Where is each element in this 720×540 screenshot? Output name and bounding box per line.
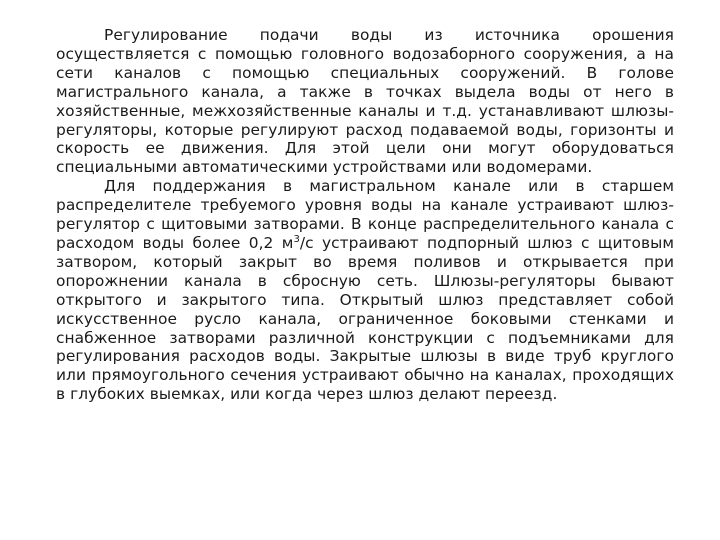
cubic-superscript: 3 <box>293 233 300 245</box>
paragraph-2-text-start: Для поддержания в магистральном канале или в старшем распределителе требуемого уровня воды на канале устраивают шлюз-регулятор с щитовыми затворами. В конце распределительного канала с расходом воды более 0,2 м <box>56 177 674 252</box>
paragraph-2-text-end: /с устраивают подпорный шлюз с щитовым затвором, который закрыт во время поливов и открывается при опорожнении канала в сбросную сеть. Шлюзы-регуляторы бывают открытого и закрытого типа. Открытый шлюз представляет собой искусственное русло канала, ограниченное боковыми стенками и снабженное затворами различной конструкции с подъемниками для регулирования расходов воды. Закрытые шлюзы в виде труб круглого или прямоугольного сечения устраивают обычно на каналах, проходящих в глубоких выемках, или когда через шлюз делают переезд. <box>56 233 674 404</box>
paragraph-sluice-regulators <box>56 177 674 404</box>
text-block <box>56 26 674 404</box>
paragraph-water-supply-regulation: Регулирование подачи воды из источника орошения осуществляется с помощью головного водозаборного сооружения, а на сети каналов с помощью специальных сооружений. В голове магистрального канала, а также в точках выдела воды от него в хозяйственные, межхозяйственные каналы и т.д. устанавливают шлюзы-регуляторы, которые регулируют расход подаваемой воды, горизонты и скорость ее движения. Для этой цели они могут оборудоваться специальными автоматическими устройствами или водомерами. <box>56 26 674 177</box>
